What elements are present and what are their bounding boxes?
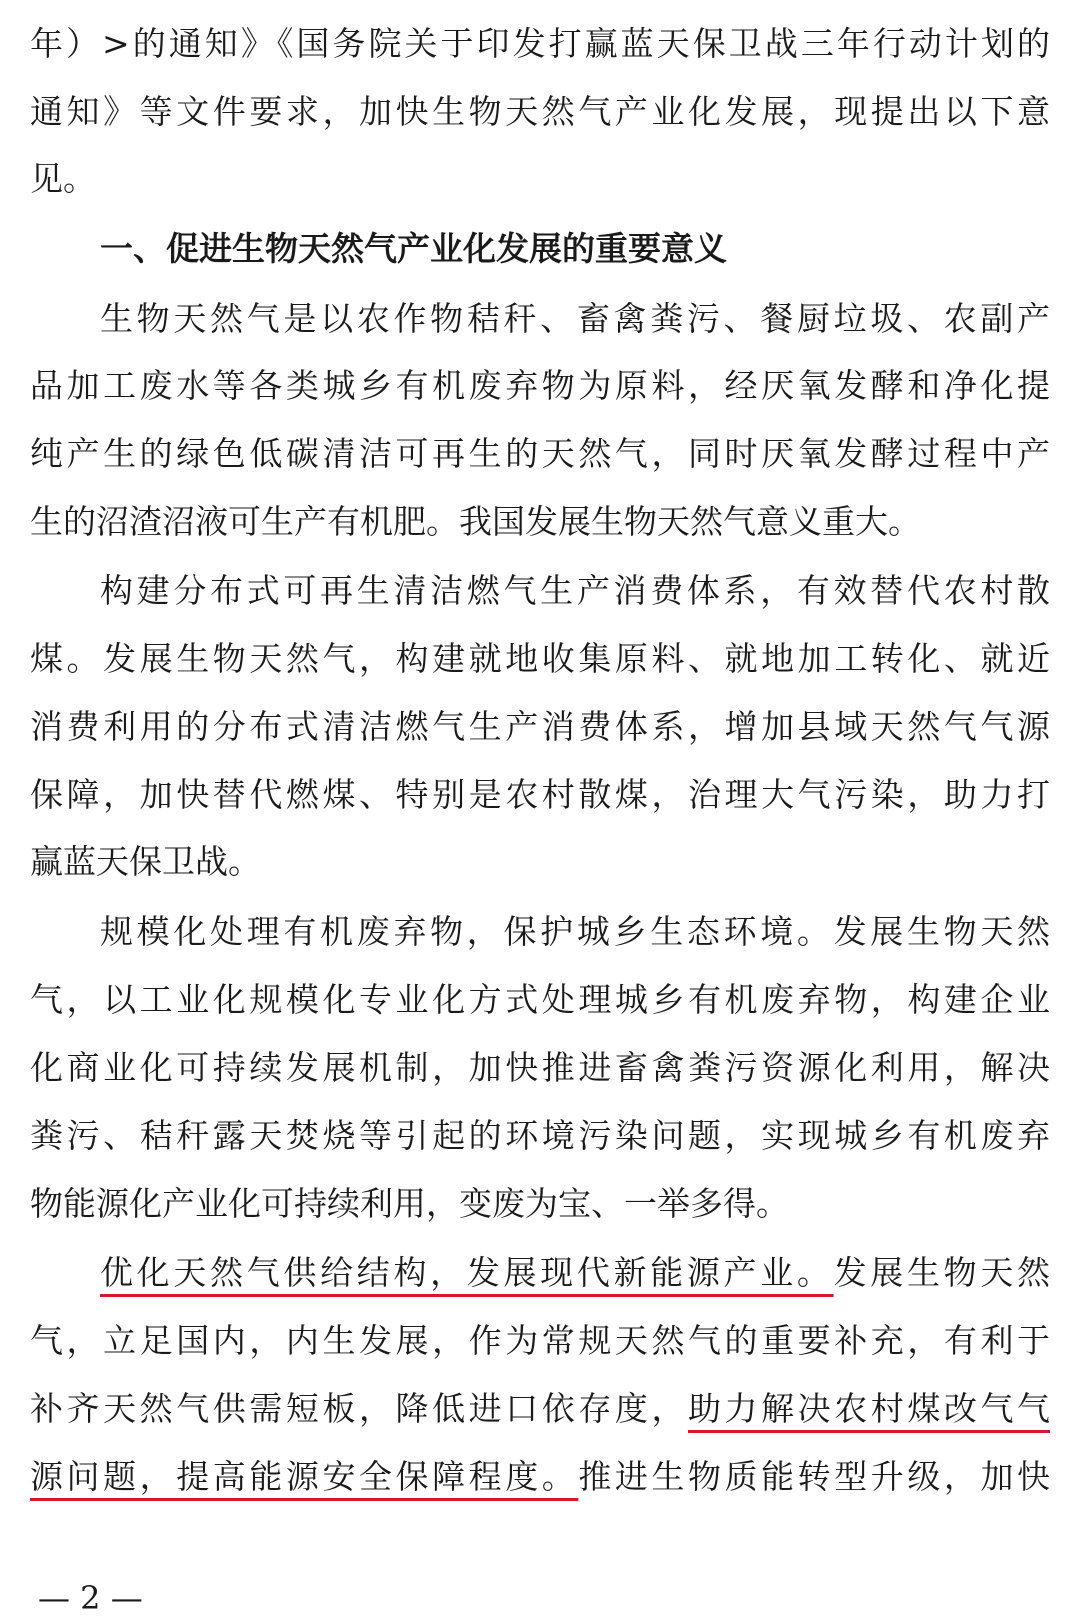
- text-line: 年）>的通知》《国务院关于印发打赢蓝天保卫战三年行动计划的: [30, 24, 1050, 63]
- text-line: 消费利用的分布式清洁燃气生产消费体系，增加县域天然气气源: [30, 707, 1050, 746]
- text-line: [30, 1453, 1050, 1501]
- text-line: 生的沼渣沼液可生产有机肥。我国发展生物天然气意义重大。: [30, 502, 921, 541]
- page-number: — 2 —: [38, 1579, 143, 1617]
- text-line: 见。: [30, 159, 96, 198]
- text-line: 通知》等文件要求，加快生物天然气产业化发展，现提出以下意: [30, 92, 1050, 131]
- highlighted-text: 源问题，提高能源安全保障程度。: [30, 1457, 579, 1496]
- text-line: 化商业化可持续发展机制，加快推进畜禽粪污资源化利用，解决: [30, 1048, 1050, 1087]
- highlighted-text: 优化天然气供给结构，发展现代新能源产业。: [100, 1253, 834, 1292]
- text-line: 生物天然气是以农作物秸秆、畜禽粪污、餐厨垃圾、农副产: [100, 299, 1050, 338]
- text-line: 品加工废水等各类城乡有机废弃物为原料，经厌氧发酵和净化提: [30, 366, 1050, 405]
- text-line: 纯产生的绿色低碳清洁可再生的天然气，同时厌氧发酵过程中产: [30, 434, 1050, 473]
- text-segment: 发展生物天然: [833, 1253, 1051, 1292]
- text-segment: 推进生物质能转型升级，加快: [578, 1457, 1051, 1496]
- text-line: [30, 1385, 1050, 1433]
- text-line: 物能源化产业化可持续利用，变废为宝、一举多得。: [30, 1184, 789, 1223]
- text-line: 赢蓝天保卫战。: [30, 842, 261, 881]
- text-line: 气，以工业化规模化专业化方式处理城乡有机废弃物，构建企业: [30, 980, 1050, 1019]
- text-segment: 补齐天然气供需短板，降低进口依存度，: [30, 1389, 688, 1428]
- text-line: 构建分布式可再生清洁燃气生产消费体系，有效替代农村散: [100, 571, 1050, 610]
- text-line: 气，立足国内，内生发展，作为常规天然气的重要补充，有利于: [30, 1321, 1050, 1360]
- highlighted-text: 助力解决农村煤改气气: [688, 1389, 1051, 1428]
- text-line: [100, 1249, 1050, 1297]
- text-line: 规模化处理有机废弃物，保护城乡生态环境。发展生物天然: [100, 912, 1050, 951]
- text-line: 粪污、秸秆露天焚烧等引起的环境污染问题，实现城乡有机废弃: [30, 1116, 1050, 1155]
- section-heading: 一、促进生物天然气产业化发展的重要意义: [100, 229, 727, 268]
- text-line: 煤。发展生物天然气，构建就地收集原料、就地加工转化、就近: [30, 639, 1050, 678]
- text-line: 保障，加快替代燃煤、特别是农村散煤，治理大气污染，助力打: [30, 775, 1050, 814]
